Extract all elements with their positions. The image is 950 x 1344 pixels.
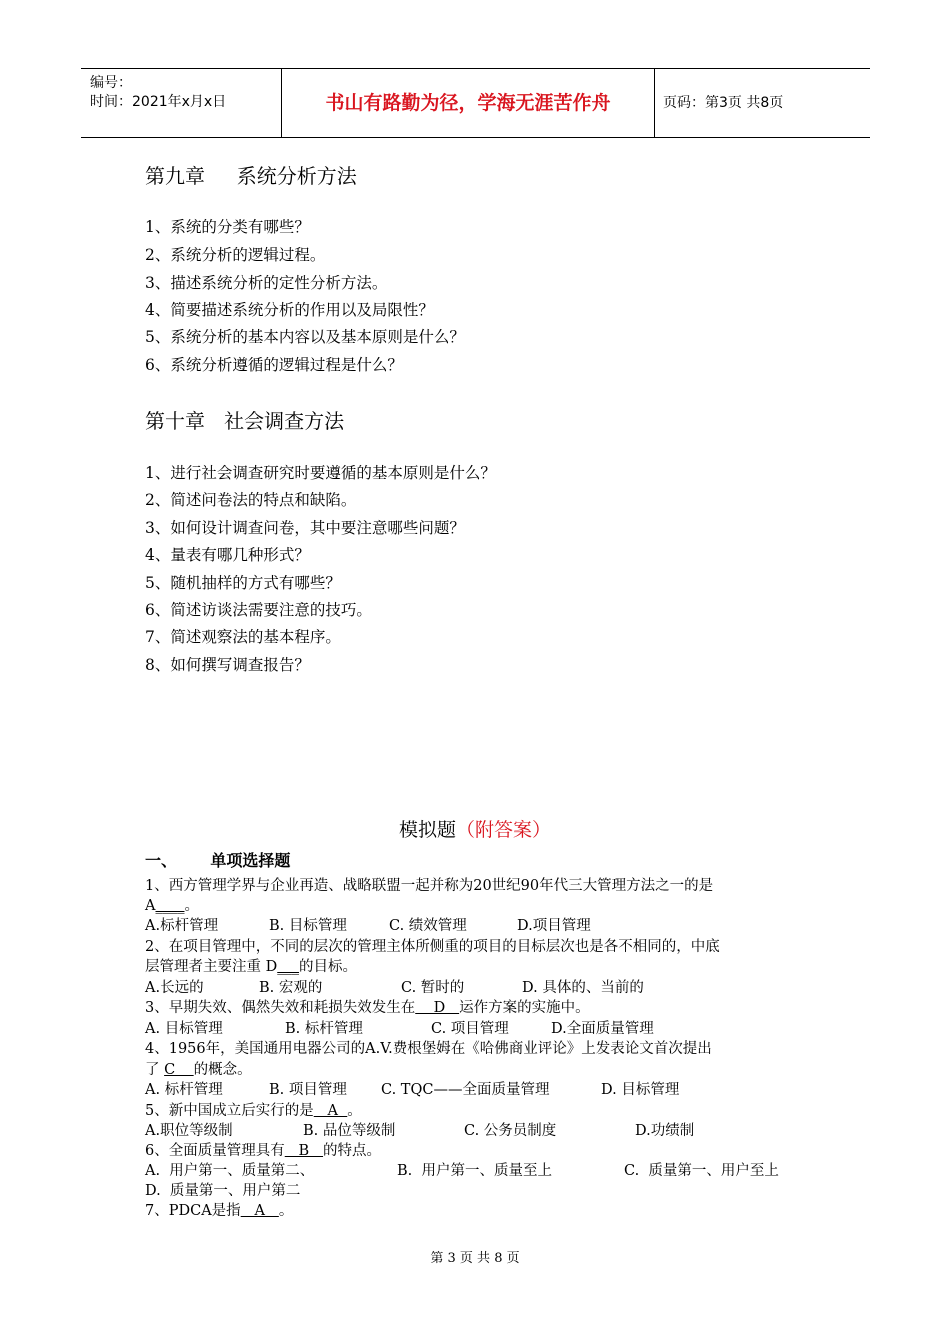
question-4-line1: 4、1956年，美国通用电器公司的A.V.费根堡姆在《哈佛商业评论》上发表论文首次提出 — [145, 1041, 712, 1057]
chapter10-question: 8、如何撰写调查报告？ — [145, 656, 310, 674]
q1-prefix: A — [145, 898, 156, 914]
q4-option-a: A. 标杆管理 — [145, 1082, 223, 1098]
question-1-line1: 1、西方管理学界与企业再造、战略联盟一起并称为20世纪90年代三大管理方法之一的是 — [145, 878, 714, 894]
chapter10-question: 1、进行社会调查研究时要遵循的基本原则是什么？ — [145, 464, 496, 482]
chapter10-question: 3、如何设计调查问卷，其中要注意哪些问题？ — [145, 519, 465, 537]
q2-suffix: 的目标。 — [298, 959, 357, 975]
q7-suffix: 。 — [278, 1203, 294, 1219]
chapter9-question: 6、系统分析遵循的逻辑过程是什么？ — [145, 356, 403, 374]
question-3 — [145, 996, 590, 1017]
q5-option-d: D.功绩制 — [635, 1123, 695, 1139]
q4-answer-blank: C — [164, 1062, 194, 1078]
chapter9-question: 4、简要描述系统分析的作用以及局限性？ — [145, 301, 434, 319]
question-5 — [145, 1099, 362, 1120]
q3-prefix: 3、早期失效、偶然失效和耗损失效发生在 — [145, 1000, 416, 1016]
q6-answer-blank: B — [284, 1143, 324, 1159]
q6-prefix: 6、全面质量管理具有 — [145, 1143, 285, 1159]
chapter10-question: 5、随机抽样的方式有哪些？ — [145, 574, 341, 592]
question-2-line1: 2、在项目管理中，不同的层次的管理主体所侧重的项目的目标层次也是各不相同的，中底 — [145, 939, 720, 955]
page-header-table — [81, 68, 870, 138]
q1-option-a: A.标杆管理 — [145, 918, 219, 934]
q4-option-b: B. 项目管理 — [269, 1082, 347, 1098]
q6-suffix: 的特点。 — [323, 1143, 382, 1159]
chapter9-title: 第九章 系统分析方法 — [145, 164, 357, 188]
q1-suffix: 。 — [184, 898, 199, 914]
question-1-line2 — [145, 894, 199, 915]
question-4-line2 — [145, 1058, 252, 1079]
chapter10-question: 6、简述访谈法需要注意的技巧。 — [145, 601, 372, 619]
q6-option-c: C. 质量第一、用户至上 — [624, 1163, 779, 1179]
q7-prefix: 7、PDCA是指 — [145, 1203, 241, 1219]
mock-title-note: （附答案） — [456, 819, 552, 841]
chapter9-question: 5、系统分析的基本内容以及基本原则是什么？ — [145, 328, 465, 346]
q5-prefix: 5、新中国成立后实行的是 — [145, 1103, 314, 1119]
page-footer: 第 3 页 共 8 页 — [430, 1251, 520, 1266]
q4-option-c: C. TQC——全面质量管理 — [381, 1082, 550, 1098]
q5-option-c: C. 公务员制度 — [464, 1123, 557, 1139]
question-7 — [145, 1199, 293, 1220]
q1-option-c: C. 绩效管理 — [389, 918, 467, 934]
header-page-info: 页码：第3页 共8页 — [663, 95, 784, 111]
q4-option-d: D. 目标管理 — [601, 1082, 680, 1098]
q2-option-b: B. 宏观的 — [259, 980, 323, 996]
q4-prefix: 了 — [145, 1062, 165, 1078]
q2-answer-blank: ___ — [277, 959, 299, 975]
q5-suffix: 。 — [347, 1103, 362, 1119]
header-motto: 书山有路勤为径，学海无涯苦作舟 — [282, 69, 655, 137]
chapter9-question: 2、系统分析的逻辑过程。 — [145, 246, 326, 264]
q1-option-d: D.项目管理 — [517, 918, 591, 934]
q6-option-d: D. 质量第一、用户第二 — [145, 1183, 301, 1199]
section-heading: 一、 单项选择题 — [145, 851, 291, 870]
date-label: 时间：2021年x月x日 — [90, 94, 227, 110]
q2-option-c: C. 暂时的 — [401, 980, 465, 996]
q2-prefix: 层管理者主要注重 D — [145, 959, 278, 975]
q3-option-b: B. 标杆管理 — [285, 1021, 363, 1037]
chapter10-question: 4、量表有哪几种形式？ — [145, 546, 310, 564]
chapter10-title: 第十章 社会调查方法 — [145, 409, 345, 433]
q1-answer-blank: ____ — [155, 898, 185, 914]
header-left-cell — [81, 69, 282, 137]
q3-option-c: C. 项目管理 — [431, 1021, 509, 1037]
number-label: 编号： — [90, 75, 132, 91]
mock-exam-title — [0, 815, 950, 842]
mock-title-text: 模拟题 — [398, 819, 456, 841]
question-2-line2 — [145, 955, 357, 976]
chapter9-question: 3、描述系统分析的定性分析方法。 — [145, 274, 388, 292]
q2-option-a: A.长远的 — [145, 980, 204, 996]
q3-option-d: D.全面质量管理 — [551, 1021, 654, 1037]
q5-option-b: B. 品位等级制 — [303, 1123, 396, 1139]
q3-option-a: A. 目标管理 — [145, 1021, 223, 1037]
q1-option-b: B. 目标管理 — [269, 918, 347, 934]
q3-answer-blank: D — [415, 1000, 460, 1016]
q2-option-d: D. 具体的、当前的 — [522, 980, 644, 996]
q7-answer-blank: A — [240, 1203, 279, 1219]
q6-option-b: B. 用户第一、质量至上 — [397, 1163, 552, 1179]
q5-option-a: A.职位等级制 — [145, 1123, 233, 1139]
chapter9-question: 1、系统的分类有哪些？ — [145, 218, 310, 236]
chapter10-question: 2、简述问卷法的特点和缺陷。 — [145, 491, 357, 509]
question-6 — [145, 1139, 381, 1160]
q5-answer-blank: A — [313, 1103, 348, 1119]
q3-suffix: 运作方案的实施中。 — [459, 1000, 590, 1016]
q4-suffix: 的概念。 — [193, 1062, 252, 1078]
q6-option-a: A. 用户第一、质量第二、 — [145, 1163, 315, 1179]
chapter10-question: 7、简述观察法的基本程序。 — [145, 628, 341, 646]
